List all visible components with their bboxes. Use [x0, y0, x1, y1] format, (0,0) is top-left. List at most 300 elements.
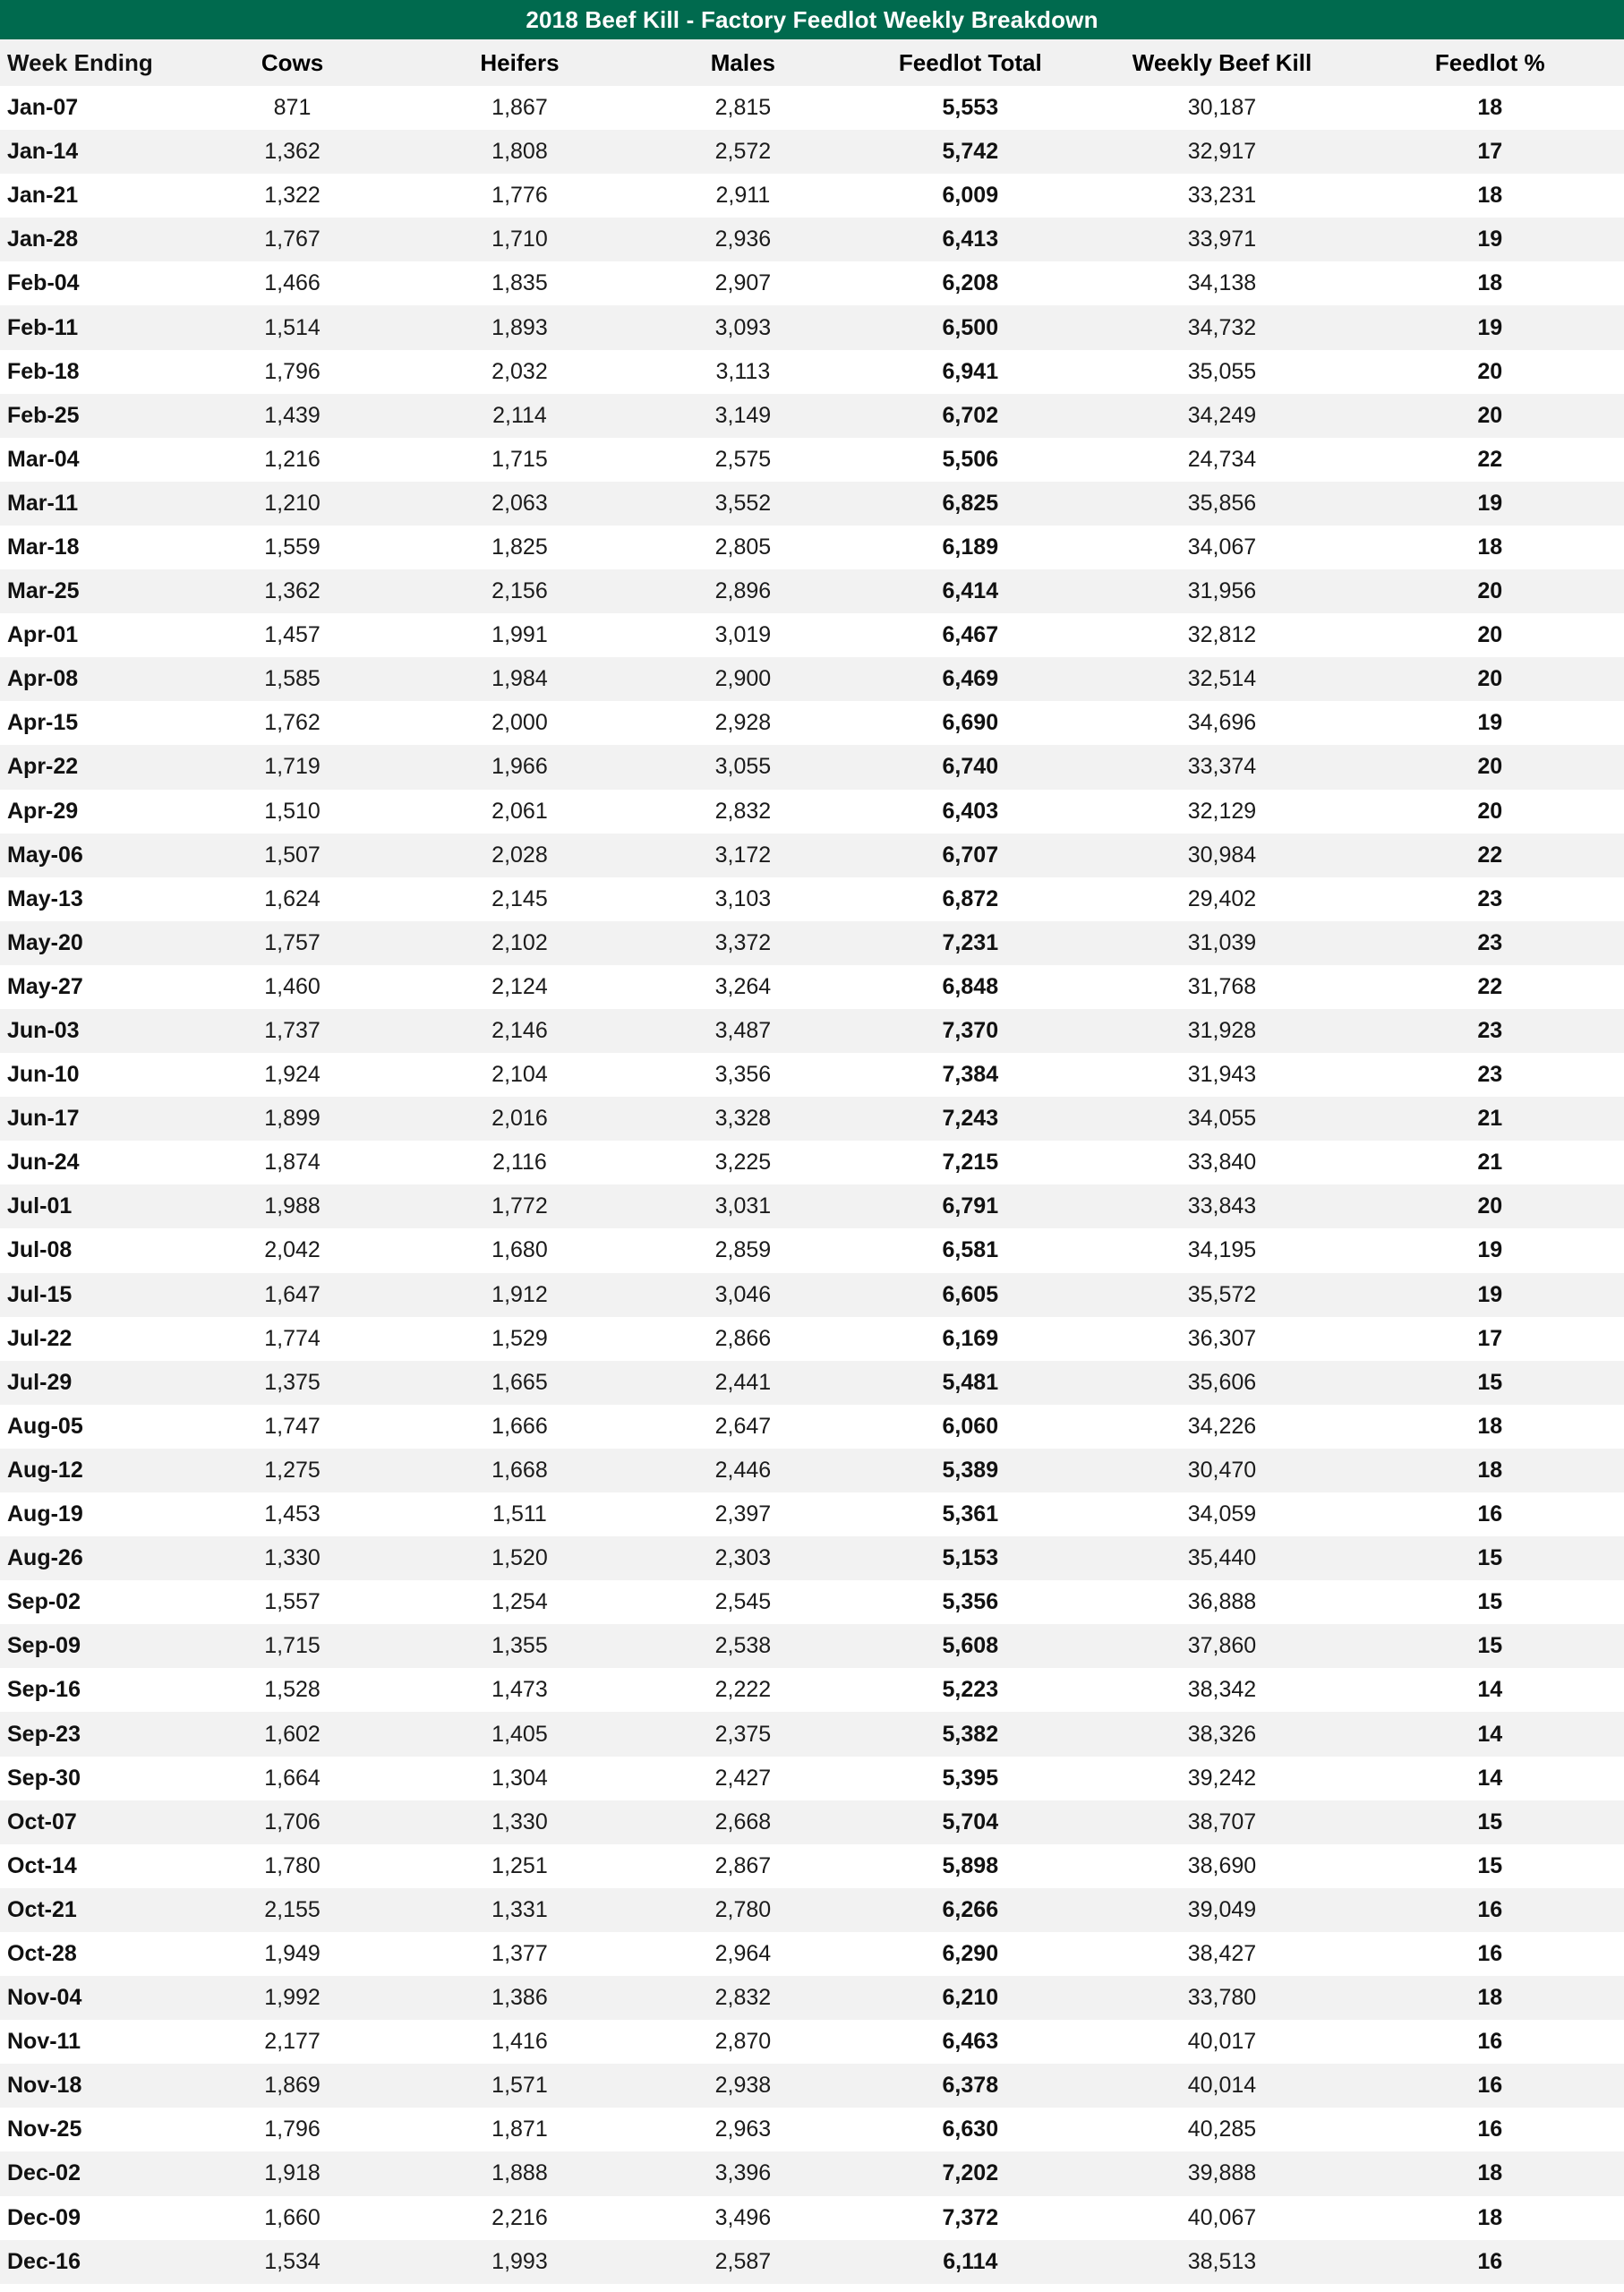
cell-feedlot-total: 5,506	[942, 446, 999, 472]
cell-feedlot-pct: 15	[1477, 1369, 1503, 1395]
cell-heifers: 2,016	[491, 1106, 548, 1132]
cell-feedlot-total: 6,114	[943, 2248, 998, 2274]
cell-feedlot-total: 6,463	[942, 2029, 999, 2055]
cell-feedlot-pct: 15	[1477, 1852, 1503, 1878]
cell-feedlot-total: 7,384	[942, 1062, 999, 1088]
cell-week-ending: Mar-11	[7, 490, 79, 516]
cell-week-ending: May-20	[7, 929, 83, 955]
cell-weekly-beef-kill: 30,984	[1187, 842, 1257, 868]
cell-weekly-beef-kill: 40,014	[1187, 2073, 1257, 2099]
cell-weekly-beef-kill: 36,307	[1187, 1325, 1257, 1351]
cell-cows: 1,747	[264, 1413, 321, 1439]
cell-feedlot-pct: 19	[1477, 710, 1503, 736]
cell-cows: 1,557	[264, 1589, 321, 1615]
cell-week-ending: Jan-14	[7, 139, 79, 165]
cell-week-ending: Jul-15	[7, 1281, 73, 1307]
cell-feedlot-total: 6,690	[942, 710, 999, 736]
cell-males: 2,222	[714, 1677, 772, 1703]
cell-heifers: 1,991	[491, 622, 548, 648]
cell-feedlot-pct: 20	[1477, 666, 1503, 692]
cell-heifers: 2,032	[491, 358, 548, 384]
cell-heifers: 2,061	[491, 798, 548, 824]
cell-males: 2,397	[714, 1501, 772, 1527]
cell-feedlot-pct: 18	[1477, 95, 1503, 121]
cell-heifers: 1,984	[491, 666, 548, 692]
cell-feedlot-pct: 16	[1477, 2248, 1503, 2274]
cell-cows: 1,460	[264, 973, 321, 999]
cell-feedlot-total: 6,605	[942, 1281, 999, 1307]
table-row	[0, 174, 1624, 218]
cell-feedlot-total: 5,223	[942, 1677, 999, 1703]
cell-feedlot-total: 6,414	[942, 578, 999, 604]
cell-cows: 1,706	[264, 1809, 321, 1834]
cell-weekly-beef-kill: 31,956	[1187, 578, 1257, 604]
cell-males: 2,936	[714, 227, 772, 252]
cell-weekly-beef-kill: 35,440	[1187, 1545, 1257, 1571]
cell-cows: 1,780	[264, 1852, 321, 1878]
cell-feedlot-total: 5,481	[942, 1369, 999, 1395]
cell-week-ending: Aug-19	[7, 1501, 83, 1527]
cell-feedlot-total: 5,608	[942, 1633, 999, 1659]
cell-males: 2,963	[714, 2117, 772, 2142]
cell-males: 2,538	[714, 1633, 772, 1659]
cell-heifers: 2,063	[491, 490, 548, 516]
cell-feedlot-pct: 18	[1477, 1457, 1503, 1483]
cell-week-ending: Jun-03	[7, 1018, 80, 1044]
cell-heifers: 1,966	[491, 754, 548, 780]
cell-heifers: 2,114	[492, 402, 547, 428]
cell-cows: 1,322	[264, 183, 321, 209]
cell-weekly-beef-kill: 39,888	[1187, 2160, 1257, 2186]
cell-feedlot-total: 7,231	[942, 929, 999, 955]
cell-week-ending: Jul-22	[7, 1325, 73, 1351]
cell-weekly-beef-kill: 36,888	[1187, 1589, 1257, 1615]
cell-week-ending: Apr-01	[7, 622, 79, 648]
cell-heifers: 1,251	[491, 1852, 548, 1878]
cell-weekly-beef-kill: 38,427	[1187, 1940, 1257, 1966]
cell-weekly-beef-kill: 32,129	[1187, 798, 1257, 824]
cell-heifers: 1,867	[491, 95, 548, 121]
cell-weekly-beef-kill: 34,055	[1187, 1106, 1257, 1132]
cell-week-ending: Jun-24	[7, 1150, 80, 1176]
cell-cows: 871	[273, 95, 312, 121]
table-row	[0, 569, 1624, 613]
table-row	[0, 1492, 1624, 1536]
cell-males: 2,427	[714, 1765, 772, 1791]
table-row	[0, 1888, 1624, 1932]
cell-cows: 1,874	[264, 1150, 321, 1176]
table-row	[0, 350, 1624, 394]
cell-week-ending: Feb-11	[7, 314, 79, 340]
cell-feedlot-total: 6,378	[942, 2073, 999, 2099]
cell-feedlot-pct: 15	[1477, 1589, 1503, 1615]
cell-feedlot-total: 6,825	[942, 490, 999, 516]
cell-males: 3,031	[714, 1193, 772, 1219]
cell-week-ending: Jul-08	[7, 1237, 73, 1263]
cell-feedlot-pct: 23	[1477, 1018, 1503, 1044]
cell-feedlot-total: 6,009	[942, 183, 999, 209]
table-row	[0, 1361, 1624, 1405]
cell-cows: 1,210	[264, 490, 321, 516]
cell-cows: 1,216	[264, 446, 321, 472]
cell-cows: 1,899	[264, 1106, 321, 1132]
cell-week-ending: Mar-25	[7, 578, 80, 604]
table-row	[0, 1141, 1624, 1184]
cell-males: 2,668	[714, 1809, 772, 1834]
cell-feedlot-total: 6,060	[942, 1413, 999, 1439]
cell-feedlot-pct: 18	[1477, 2204, 1503, 2230]
cell-males: 2,545	[714, 1589, 772, 1615]
cell-heifers: 1,386	[491, 1985, 548, 2011]
cell-heifers: 1,571	[491, 2073, 548, 2099]
cell-males: 2,303	[714, 1545, 772, 1571]
cell-feedlot-pct: 22	[1477, 842, 1503, 868]
table-row	[0, 86, 1624, 130]
column-header-cows: Cows	[261, 48, 324, 76]
cell-feedlot-pct: 18	[1477, 1985, 1503, 2011]
cell-weekly-beef-kill: 34,138	[1187, 270, 1257, 296]
cell-cows: 1,796	[264, 358, 321, 384]
cell-feedlot-pct: 18	[1477, 270, 1503, 296]
cell-week-ending: Oct-28	[7, 1940, 77, 1966]
cell-week-ending: Nov-25	[7, 2117, 82, 2142]
cell-weekly-beef-kill: 31,943	[1187, 1062, 1257, 1088]
cell-heifers: 1,888	[491, 2160, 548, 2186]
cell-cows: 1,949	[264, 1940, 321, 1966]
cell-feedlot-pct: 19	[1477, 314, 1503, 340]
cell-heifers: 1,416	[491, 2029, 548, 2055]
cell-heifers: 2,145	[491, 885, 548, 911]
cell-males: 2,780	[714, 1896, 772, 1922]
cell-feedlot-pct: 16	[1477, 1896, 1503, 1922]
cell-males: 2,866	[714, 1325, 772, 1351]
cell-feedlot-pct: 18	[1477, 183, 1503, 209]
cell-feedlot-pct: 14	[1477, 1721, 1503, 1747]
cell-weekly-beef-kill: 33,374	[1187, 754, 1257, 780]
cell-males: 3,113	[715, 358, 771, 384]
cell-week-ending: Jan-28	[7, 227, 79, 252]
cell-males: 2,832	[714, 1985, 772, 2011]
cell-feedlot-pct: 15	[1477, 1545, 1503, 1571]
cell-weekly-beef-kill: 38,707	[1187, 1809, 1257, 1834]
cell-feedlot-pct: 20	[1477, 578, 1503, 604]
cell-feedlot-pct: 21	[1477, 1106, 1503, 1132]
cell-weekly-beef-kill: 35,572	[1187, 1281, 1257, 1307]
cell-males: 2,907	[714, 270, 772, 296]
cell-weekly-beef-kill: 34,067	[1187, 534, 1257, 560]
cell-males: 3,328	[714, 1106, 772, 1132]
cell-feedlot-total: 6,467	[942, 622, 999, 648]
cell-males: 2,938	[714, 2073, 772, 2099]
table-row	[0, 394, 1624, 438]
cell-weekly-beef-kill: 34,732	[1187, 314, 1257, 340]
table-row	[0, 1932, 1624, 1976]
table-row	[0, 1668, 1624, 1712]
cell-weekly-beef-kill: 34,226	[1187, 1413, 1257, 1439]
cell-weekly-beef-kill: 31,039	[1187, 929, 1257, 955]
cell-heifers: 1,825	[491, 534, 548, 560]
cell-feedlot-total: 5,153	[942, 1545, 999, 1571]
cell-males: 2,441	[714, 1369, 772, 1395]
cell-feedlot-total: 5,356	[942, 1589, 999, 1615]
cell-heifers: 1,666	[491, 1413, 548, 1439]
cell-cows: 1,362	[264, 139, 321, 165]
cell-week-ending: Jun-17	[7, 1106, 80, 1132]
cell-weekly-beef-kill: 39,242	[1187, 1765, 1257, 1791]
table-row	[0, 1317, 1624, 1361]
table-row	[0, 613, 1624, 657]
cell-week-ending: Feb-25	[7, 402, 80, 428]
cell-week-ending: Sep-30	[7, 1765, 81, 1791]
cell-males: 2,375	[714, 1721, 772, 1747]
cell-cows: 1,988	[264, 1193, 321, 1219]
table-row	[0, 1844, 1624, 1888]
table-row	[0, 261, 1624, 305]
cell-weekly-beef-kill: 32,812	[1187, 622, 1257, 648]
cell-heifers: 1,520	[491, 1545, 548, 1571]
cell-feedlot-total: 6,210	[942, 1985, 999, 2011]
cell-feedlot-pct: 18	[1477, 2160, 1503, 2186]
table-row	[0, 1712, 1624, 1756]
cell-heifers: 2,146	[491, 1018, 548, 1044]
cell-weekly-beef-kill: 29,402	[1187, 885, 1257, 911]
cell-feedlot-pct: 15	[1477, 1633, 1503, 1659]
cell-feedlot-total: 7,215	[942, 1150, 999, 1176]
cell-males: 3,552	[714, 490, 772, 516]
cell-feedlot-pct: 20	[1477, 402, 1503, 428]
cell-feedlot-pct: 21	[1477, 1150, 1503, 1176]
cell-weekly-beef-kill: 38,513	[1187, 2248, 1257, 2274]
cell-week-ending: Feb-18	[7, 358, 80, 384]
cell-weekly-beef-kill: 40,067	[1187, 2204, 1257, 2230]
cell-heifers: 1,835	[491, 270, 548, 296]
cell-cows: 1,757	[264, 929, 321, 955]
cell-week-ending: Aug-12	[7, 1457, 83, 1483]
cell-weekly-beef-kill: 33,840	[1187, 1150, 1257, 1176]
cell-feedlot-total: 6,413	[942, 227, 999, 252]
cell-week-ending: Sep-16	[7, 1677, 81, 1703]
cell-week-ending: Dec-16	[7, 2248, 81, 2274]
cell-week-ending: Jun-10	[7, 1062, 80, 1088]
cell-cows: 1,514	[264, 314, 321, 340]
cell-weekly-beef-kill: 30,470	[1187, 1457, 1257, 1483]
cell-males: 2,805	[714, 534, 772, 560]
cell-males: 2,832	[714, 798, 772, 824]
table-row	[0, 218, 1624, 261]
cell-feedlot-pct: 14	[1477, 1677, 1503, 1703]
cell-feedlot-pct: 23	[1477, 929, 1503, 955]
cell-males: 2,587	[714, 2248, 772, 2274]
cell-heifers: 2,124	[491, 973, 548, 999]
table-row	[0, 305, 1624, 349]
table-row	[0, 1757, 1624, 1800]
cell-cows: 1,362	[264, 578, 321, 604]
cell-cows: 1,869	[264, 2073, 321, 2099]
cell-cows: 1,624	[264, 885, 321, 911]
cell-week-ending: Oct-07	[7, 1809, 77, 1834]
cell-cows: 1,774	[264, 1325, 321, 1351]
cell-cows: 1,466	[264, 270, 321, 296]
table-row	[0, 834, 1624, 877]
cell-feedlot-total: 6,740	[942, 754, 999, 780]
cell-cows: 1,660	[264, 2204, 321, 2230]
cell-week-ending: Aug-05	[7, 1413, 83, 1439]
cell-week-ending: Jul-29	[7, 1369, 73, 1395]
cell-heifers: 1,710	[491, 227, 548, 252]
cell-males: 2,900	[714, 666, 772, 692]
cell-heifers: 2,216	[491, 2204, 548, 2230]
cell-feedlot-pct: 18	[1477, 1413, 1503, 1439]
cell-feedlot-pct: 22	[1477, 446, 1503, 472]
cell-feedlot-total: 7,243	[942, 1106, 999, 1132]
cell-males: 3,225	[714, 1150, 772, 1176]
cell-heifers: 1,665	[491, 1369, 548, 1395]
cell-weekly-beef-kill: 33,971	[1187, 227, 1257, 252]
cell-heifers: 1,776	[491, 183, 548, 209]
cell-heifers: 1,511	[492, 1501, 547, 1527]
cell-feedlot-pct: 19	[1477, 490, 1503, 516]
cell-week-ending: Sep-09	[7, 1633, 81, 1659]
cell-cows: 1,528	[264, 1677, 321, 1703]
cell-males: 2,446	[714, 1457, 772, 1483]
cell-weekly-beef-kill: 38,326	[1187, 1721, 1257, 1747]
cell-feedlot-pct: 20	[1477, 622, 1503, 648]
cell-heifers: 1,355	[491, 1633, 548, 1659]
cell-males: 2,867	[714, 1852, 772, 1878]
cell-heifers: 2,028	[491, 842, 548, 868]
cell-feedlot-total: 6,500	[942, 314, 999, 340]
cell-heifers: 2,104	[491, 1062, 548, 1088]
cell-weekly-beef-kill: 34,696	[1187, 710, 1257, 736]
cell-feedlot-pct: 18	[1477, 534, 1503, 560]
cell-feedlot-pct: 16	[1477, 1501, 1503, 1527]
cell-feedlot-total: 6,169	[942, 1325, 999, 1351]
cell-week-ending: Oct-21	[7, 1896, 77, 1922]
cell-cows: 1,602	[264, 1721, 321, 1747]
cell-week-ending: Oct-14	[7, 1852, 77, 1878]
cell-cows: 1,992	[264, 1985, 321, 2011]
cell-feedlot-total: 6,208	[942, 270, 999, 296]
table-row	[0, 1184, 1624, 1228]
table-row	[0, 745, 1624, 789]
table-row	[0, 1800, 1624, 1844]
cell-males: 3,487	[714, 1018, 772, 1044]
cell-weekly-beef-kill: 37,860	[1187, 1633, 1257, 1659]
cell-feedlot-total: 6,707	[942, 842, 999, 868]
cell-males: 3,372	[714, 929, 772, 955]
cell-males: 3,093	[714, 314, 772, 340]
column-header-weekly-beef-kill: Weekly Beef Kill	[1132, 48, 1312, 76]
cell-weekly-beef-kill: 35,606	[1187, 1369, 1257, 1395]
cell-feedlot-pct: 19	[1477, 227, 1503, 252]
cell-heifers: 1,405	[491, 1721, 548, 1747]
cell-cows: 1,762	[264, 710, 321, 736]
cell-week-ending: Nov-11	[7, 2029, 81, 2055]
cell-males: 3,103	[714, 885, 772, 911]
cell-weekly-beef-kill: 38,690	[1187, 1852, 1257, 1878]
cell-cows: 2,177	[264, 2029, 321, 2055]
cell-feedlot-pct: 20	[1477, 1193, 1503, 1219]
cell-cows: 1,507	[264, 842, 321, 868]
table-row	[0, 1536, 1624, 1580]
cell-week-ending: Apr-29	[7, 798, 79, 824]
table-row	[0, 965, 1624, 1009]
cell-feedlot-total: 6,581	[942, 1237, 999, 1263]
cell-males: 2,896	[714, 578, 772, 604]
cell-heifers: 1,893	[491, 314, 548, 340]
cell-week-ending: Sep-02	[7, 1589, 81, 1615]
cell-males: 2,911	[715, 183, 771, 209]
table-row	[0, 1624, 1624, 1668]
cell-week-ending: Nov-18	[7, 2073, 82, 2099]
table-row	[0, 1273, 1624, 1317]
cell-week-ending: May-06	[7, 842, 83, 868]
cell-feedlot-total: 6,290	[942, 1940, 999, 1966]
table-row	[0, 482, 1624, 526]
table-row	[0, 438, 1624, 482]
cell-week-ending: Dec-02	[7, 2160, 81, 2186]
cell-males: 2,572	[714, 139, 772, 165]
cell-weekly-beef-kill: 40,285	[1187, 2117, 1257, 2142]
cell-males: 3,356	[714, 1062, 772, 1088]
cell-feedlot-total: 6,630	[942, 2117, 999, 2142]
table-row	[0, 2020, 1624, 2064]
cell-cows: 1,275	[264, 1457, 321, 1483]
cell-males: 2,815	[714, 95, 772, 121]
column-header-week-ending: Week Ending	[7, 48, 153, 76]
cell-cows: 1,510	[264, 798, 321, 824]
table-row	[0, 1097, 1624, 1141]
cell-males: 3,172	[714, 842, 772, 868]
cell-males: 2,964	[714, 1940, 772, 1966]
cell-week-ending: Jan-07	[7, 95, 79, 121]
table-row	[0, 1405, 1624, 1449]
cell-heifers: 1,680	[491, 1237, 548, 1263]
cell-feedlot-pct: 14	[1477, 1765, 1503, 1791]
cell-cows: 2,042	[264, 1237, 321, 1263]
cell-week-ending: Sep-23	[7, 1721, 81, 1747]
cell-feedlot-total: 5,382	[942, 1721, 999, 1747]
cell-weekly-beef-kill: 34,195	[1187, 1237, 1257, 1263]
cell-cows: 1,534	[264, 2248, 321, 2274]
cell-feedlot-pct: 23	[1477, 1062, 1503, 1088]
column-header-males: Males	[710, 48, 775, 76]
table-title: 2018 Beef Kill - Factory Feedlot Weekly Breakdown	[0, 0, 1624, 39]
cell-feedlot-pct: 16	[1477, 2029, 1503, 2055]
cell-cows: 1,796	[264, 2117, 321, 2142]
cell-feedlot-total: 5,742	[942, 139, 999, 165]
cell-males: 2,647	[714, 1413, 772, 1439]
cell-cows: 1,664	[264, 1765, 321, 1791]
cell-feedlot-pct: 17	[1477, 1325, 1503, 1351]
cell-weekly-beef-kill: 33,780	[1187, 1985, 1257, 2011]
cell-week-ending: Mar-18	[7, 534, 80, 560]
cell-feedlot-pct: 20	[1477, 798, 1503, 824]
cell-feedlot-total: 5,395	[942, 1765, 999, 1791]
table-row	[0, 657, 1624, 701]
cell-cows: 1,647	[264, 1281, 321, 1307]
cell-heifers: 2,102	[491, 929, 548, 955]
table-row	[0, 1009, 1624, 1053]
cell-heifers: 1,304	[491, 1765, 548, 1791]
cell-week-ending: Jul-01	[7, 1193, 73, 1219]
cell-weekly-beef-kill: 33,843	[1187, 1193, 1257, 1219]
cell-heifers: 1,668	[491, 1457, 548, 1483]
cell-males: 2,575	[714, 446, 772, 472]
cell-week-ending: May-27	[7, 973, 83, 999]
cell-feedlot-total: 6,702	[942, 402, 999, 428]
cell-week-ending: May-13	[7, 885, 83, 911]
